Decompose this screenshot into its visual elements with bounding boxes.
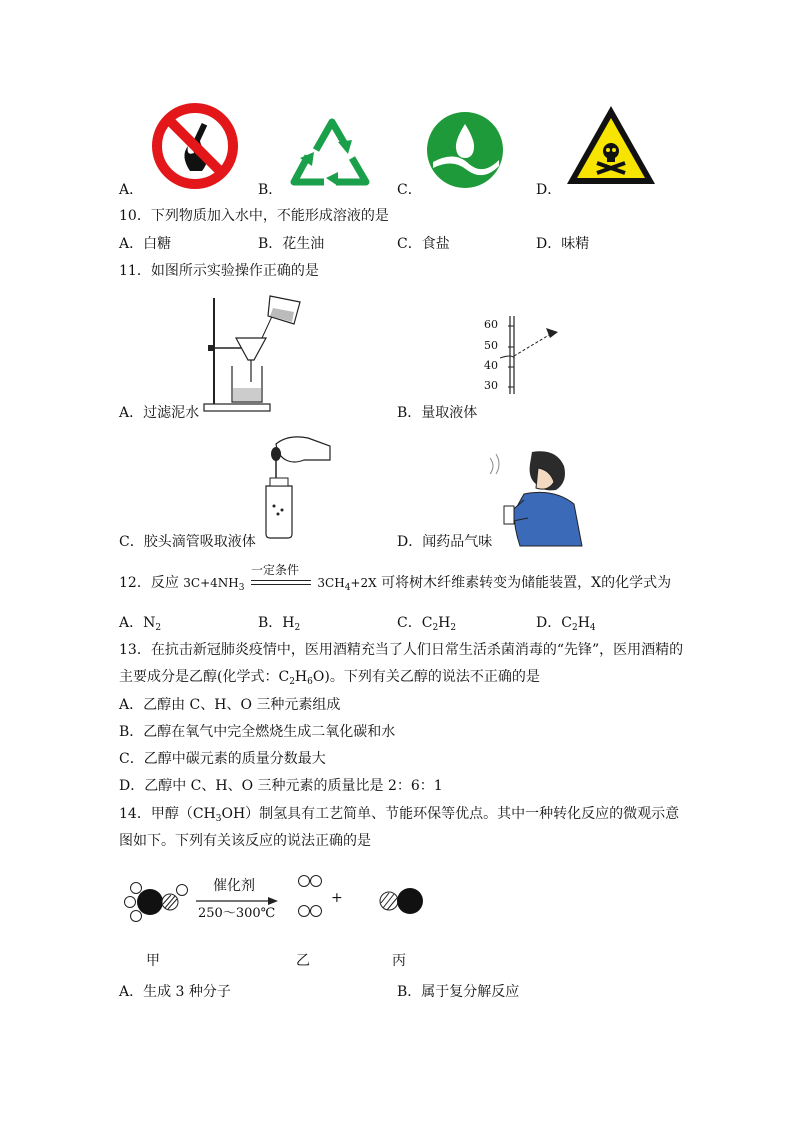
q12-rhs: $3CH_4+2X$ <box>317 576 377 593</box>
cylinder-tick-60: 60 <box>484 318 498 331</box>
q9-option-a-letter: A． <box>119 182 144 198</box>
q10-stem: 10．下列物质加入水中，不能形成溶液的是 <box>119 208 389 224</box>
q12-suffix: 可将树木纤维素转变为储能装置，X的化学式为 <box>381 575 672 591</box>
q11-option-d[interactable]: D．闻药品气味 <box>397 534 493 550</box>
q14-label-bing: 丙 <box>392 953 406 969</box>
q12-prefix: 12．反应 <box>119 575 179 591</box>
q11-option-c[interactable]: C．胶头滴管吸取液体 <box>119 534 256 550</box>
recycling-icon <box>286 106 378 190</box>
q11-option-a[interactable]: A．过滤泥水 <box>119 405 200 421</box>
q10-option-b[interactable]: B．花生油 <box>258 236 325 252</box>
q13-stem-line1: 13．在抗击新冠肺炎疫情中，医用酒精充当了人们日常生活杀菌消毒的“先锋”，医用酒精的 <box>119 642 684 658</box>
q12-option-b[interactable]: B．$H_2$ <box>258 615 301 633</box>
dropper-illustration <box>258 430 334 540</box>
q12-option-a[interactable]: A．$N_2$ <box>119 615 162 633</box>
q12-stem <box>119 563 672 597</box>
q12-condition-equals <box>249 563 313 592</box>
q12-lhs: $3C+4NH_3$ <box>183 576 245 593</box>
q13-option-a[interactable]: A．乙醇由 C、H、O 三种元素组成 <box>119 697 341 713</box>
q14-stem-line1: 14．甲醇$(CH_3OH)$制氢具有工艺简单、节能环保等优点。其中一种转化反应的微观示意 <box>119 806 680 824</box>
q14-catalyst-label: 催化剂 <box>213 878 255 894</box>
q10-option-d[interactable]: D．味精 <box>536 236 590 252</box>
q11-option-b[interactable]: B．量取液体 <box>397 405 478 421</box>
smelling-chemicals-illustration <box>484 448 584 548</box>
product-hydrogen-molecules <box>296 874 326 920</box>
product-co-molecule <box>378 886 426 916</box>
q13-stem-line2: 主要成分是乙醇(化学式：$C_2H_6O$)。下列有关乙醇的说法不正确的是 <box>119 669 540 687</box>
q14-option-b[interactable]: B．属于复分解反应 <box>397 984 520 1000</box>
cylinder-tick-30: 30 <box>484 379 498 392</box>
q14-stem-line2: 图如下。下列有关该反应的说法正确的是 <box>119 833 371 849</box>
q9-option-b-letter: B． <box>258 182 283 198</box>
q14-temperature-label: 250～300℃ <box>198 906 276 921</box>
cylinder-tick-50: 50 <box>484 339 498 352</box>
q10-option-a[interactable]: A．白糖 <box>119 236 172 252</box>
water-saving-icon <box>425 110 505 190</box>
reactant-methanol-molecule <box>122 878 188 928</box>
toxic-hazard-icon <box>564 103 658 187</box>
q12-option-d[interactable]: D．$C_2H_4$ <box>536 615 596 633</box>
q14-option-a[interactable]: A．生成 3 种分子 <box>119 984 231 1000</box>
q14-label-yi: 乙 <box>296 953 310 969</box>
q9-option-d-letter: D． <box>536 182 562 198</box>
filtration-apparatus-illustration <box>196 292 306 416</box>
cylinder-tick-40: 40 <box>484 359 498 372</box>
q13-option-c[interactable]: C．乙醇中碳元素的质量分数最大 <box>119 751 326 767</box>
q9-option-c-letter: C． <box>397 182 422 198</box>
q10-option-c[interactable]: C．食盐 <box>397 236 450 252</box>
q12-option-c[interactable]: C．$C_2H_2$ <box>397 615 457 633</box>
no-fire-sign-icon <box>150 101 240 191</box>
q13-option-d[interactable]: D．乙醇中 C、H、O 三种元素的质量比是 2：6：1 <box>119 778 443 794</box>
q14-plus-sign: + <box>331 890 343 906</box>
q12-condition: 一定条件 <box>250 563 299 577</box>
q13-option-b[interactable]: B．乙醇在氧气中完全燃烧生成二氧化碳和水 <box>119 724 396 740</box>
q14-label-jia: 甲 <box>146 953 160 969</box>
q11-stem: 11．如图所示实验操作正确的是 <box>119 263 319 279</box>
